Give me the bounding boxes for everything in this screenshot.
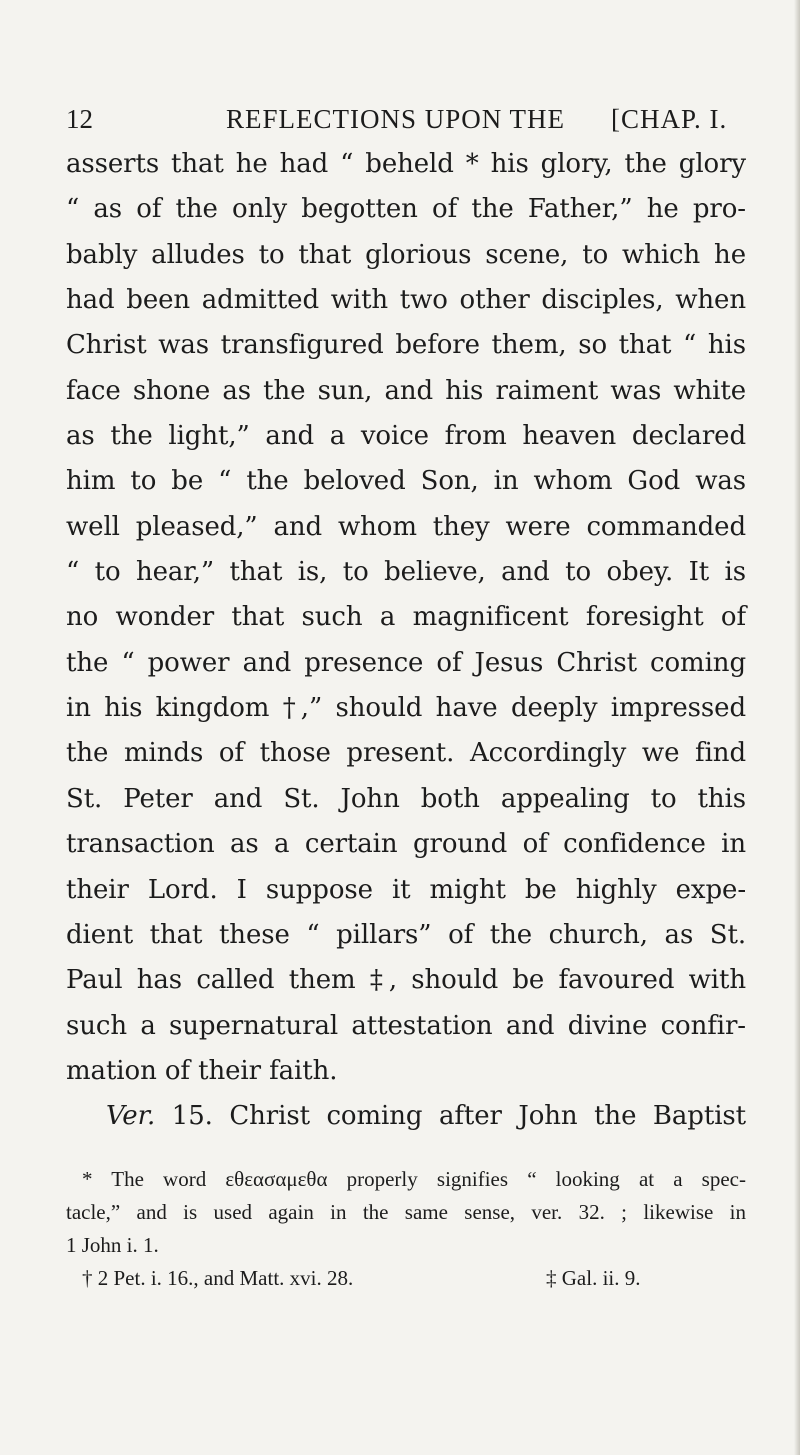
text-line: asserts that he had “ beheld * his glory, the glory: [66, 149, 746, 179]
text-line: “ as of the only begotten of the Father,” he pro-: [66, 194, 746, 225]
text-line: mation of their faith.: [66, 1055, 338, 1086]
text-line: face shone as the sun, and his raiment was white: [66, 375, 746, 406]
text-line: no wonder that such a magnificent foresight of: [66, 602, 746, 633]
text-line: St. Peter and St. John both appealing to this: [66, 783, 746, 814]
text-line: their Lord. I suppose it might be highly expe-: [66, 874, 746, 905]
verse-label: Ver.: [106, 1101, 156, 1132]
footnotes: [66, 1163, 746, 1295]
text-line: had been admitted with two other disciples, when: [66, 285, 746, 316]
footnote-dagger: † 2 Pet. i. 16., and Matt. xvi. 28.: [82, 1266, 354, 1290]
text-line: transaction as a certain ground of confidence in: [66, 829, 746, 860]
footnote-star-line: tacle,” and is used again in the same sense, ver. 32. ; likewise in: [66, 1200, 746, 1224]
text-line: the “ power and presence of Jesus Christ coming: [66, 647, 746, 678]
running-header: [66, 104, 738, 140]
text-line: “ to hear,” that is, to believe, and to obey. It is: [66, 557, 746, 588]
verse-line: [66, 1094, 746, 1139]
body-text: [66, 142, 746, 1140]
text-line: in his kingdom †,” should have deeply impressed: [66, 693, 746, 724]
chapter-marker: [CHAP. I.: [611, 104, 728, 134]
verse-text: 15. Christ coming after John the Baptist: [171, 1101, 746, 1132]
text-line: dient that these “ pillars” of the church, as St.: [66, 919, 746, 950]
text-line: the minds of those present. Accordingly we find: [66, 738, 746, 769]
text-line: well pleased,” and whom they were commanded: [66, 511, 746, 542]
text-line: Paul has called them ‡, should be favoured with: [66, 965, 746, 996]
footnote-star-line: 1 John i. 1.: [66, 1233, 159, 1257]
footnote-star-line: * The word εθεασαμεθα properly signifies “ looking at a spec-: [82, 1167, 746, 1191]
text-line: Christ was transfigured before them, so that “ his: [66, 330, 746, 361]
page-edge-shadow: [794, 0, 800, 1455]
text-line: him to be “ the beloved Son, in whom God was: [66, 466, 746, 497]
text-line: as the light,” and a voice from heaven declared: [66, 421, 746, 452]
footnote-row: [66, 1262, 746, 1295]
footnote-double-dagger: ‡ Gal. ii. 9.: [546, 1266, 641, 1290]
text-line: such a supernatural attestation and divine confir-: [66, 1010, 746, 1041]
text-line: bably alludes to that glorious scene, to which he: [66, 239, 746, 270]
page-number: 12: [66, 104, 93, 134]
running-title: REFLECTIONS UPON THE: [226, 104, 566, 134]
